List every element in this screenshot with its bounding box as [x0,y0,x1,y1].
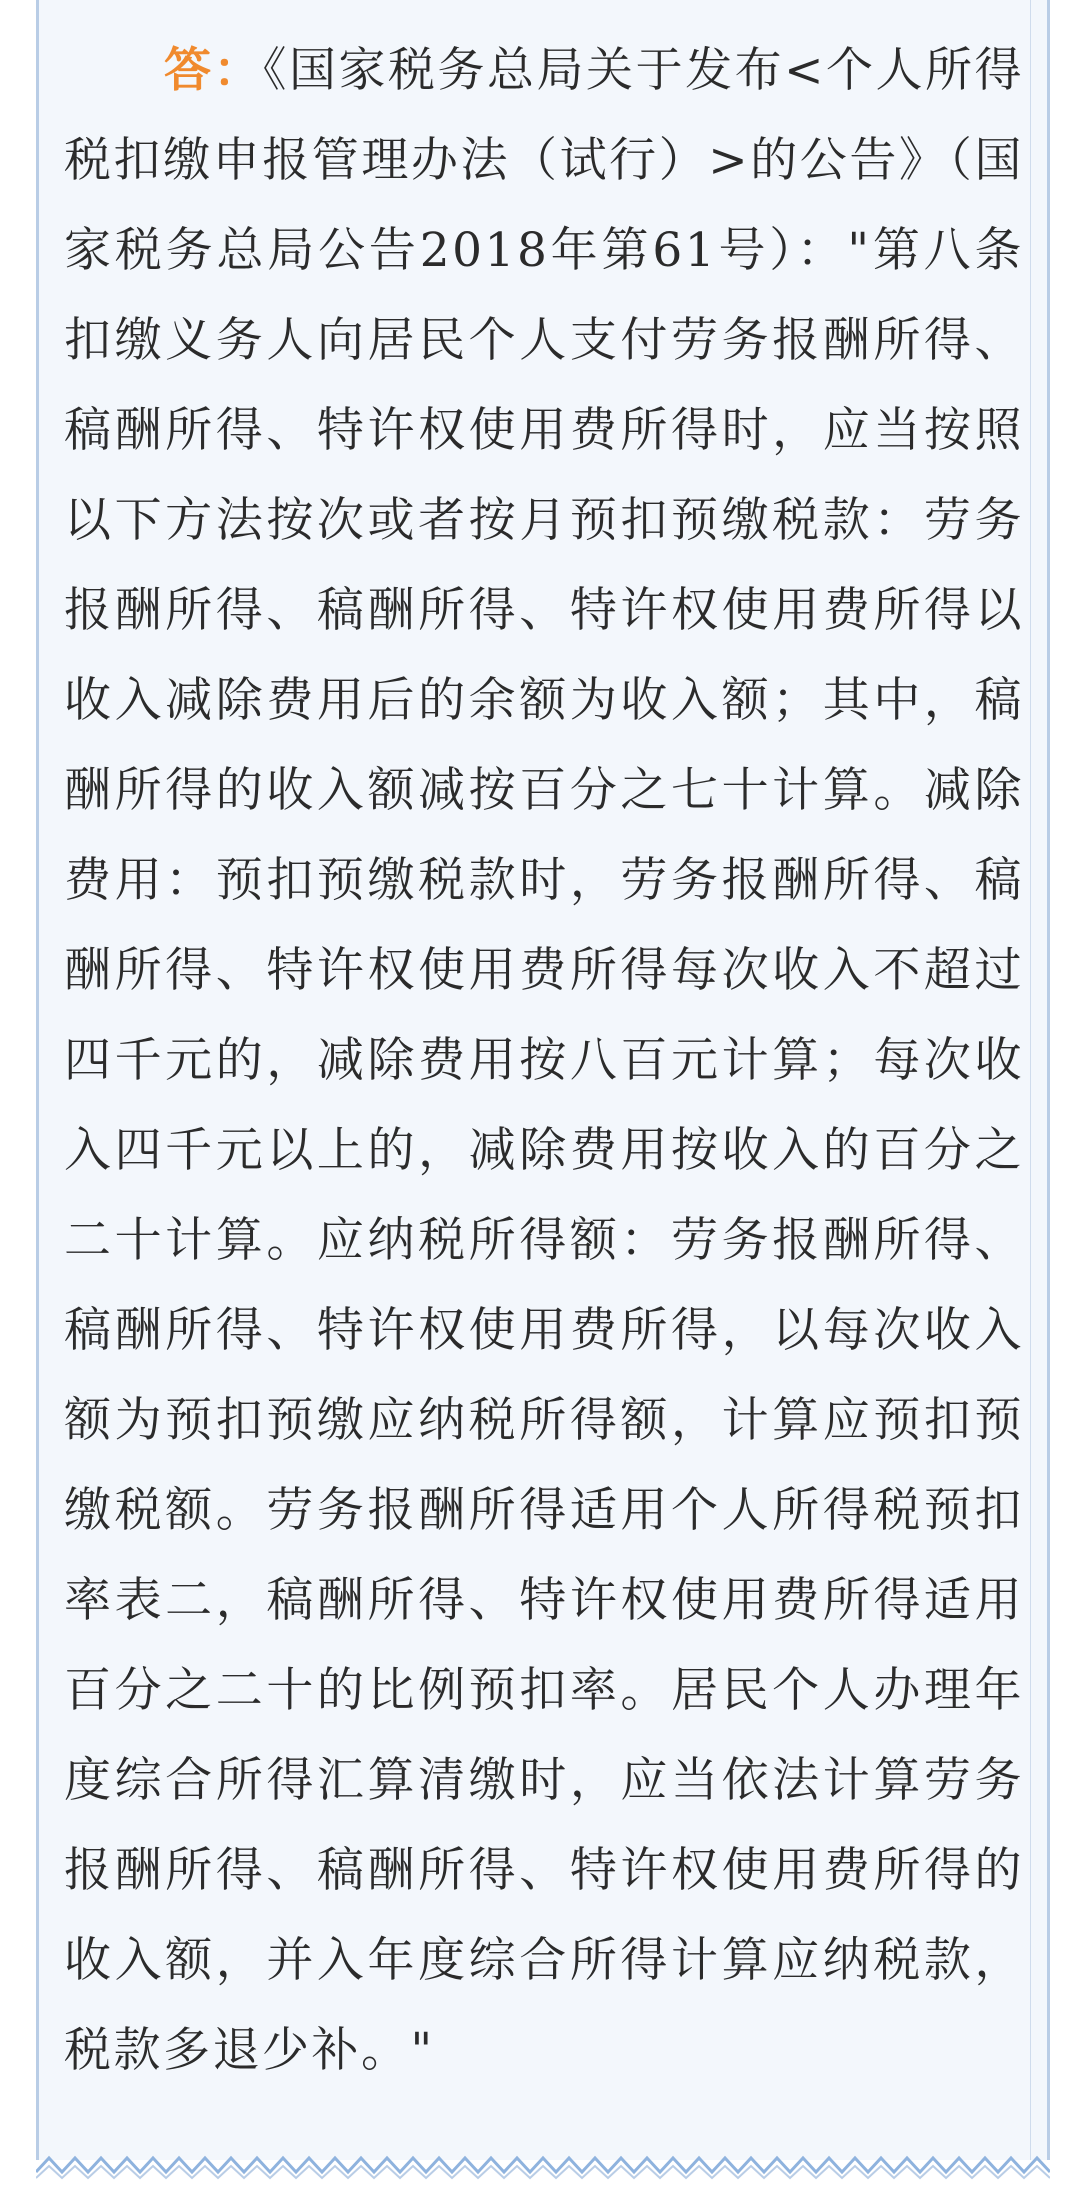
card-border-line [1030,0,1031,2160]
answer-text: 《国家税务总局关于发布<个人所得税扣缴申报管理办法（试行）>的公告》（国家税务总局公告2018年第61号）："第八条 扣缴义务人向居民个人支付劳务报酬所得、稿酬所得、特许权使用费所得时，应当按照以下方法按次或者按月预扣预缴税款：劳务报酬所得、稿酬所得、特许权使用费所得以收入减除费用后的余额为收入额；其中，稿酬所得的收入额减按百分之七十计算。减除费用：预扣预缴税款时，劳务报酬所得、稿酬所得、特许权使用费所得每次收入不超过四千元的，减除费用按八百元计算；每次收入四千元以上的，减除费用按收入的百分之二十计算。应纳税所得额：劳务报酬所得、稿酬所得、特许权使用费所得，以每次收入额为预扣预缴应纳税所得额，计算应预扣预缴税额。劳务报酬所得适用个人所得税预扣率表二，稿酬所得、特许权使用费所得适用百分之二十的比例预扣率。居民个人办理年度综合所得汇算清缴时，应当依法计算劳务报酬所得、稿酬所得、特许权使用费所得的收入额，并入年度综合所得计算应纳税款，税款多退少补。" [64,43,1074,2078]
answer-paragraph [64,26,1074,2096]
wave-border-decoration [36,2148,1050,2188]
answer-label: 答： [164,43,264,98]
